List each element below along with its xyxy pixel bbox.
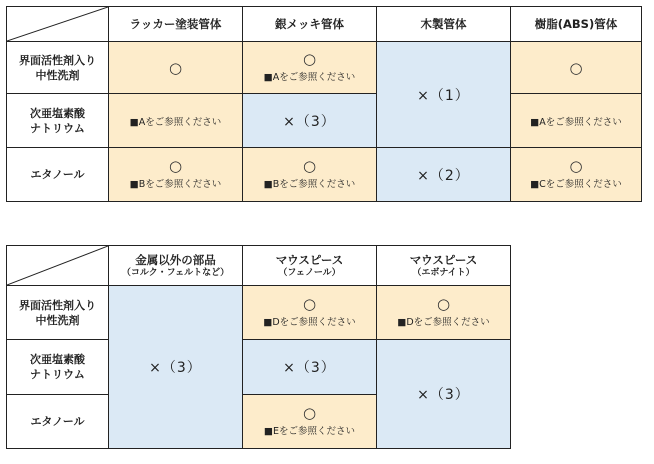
column-header: 銀メッキ管体 [243,7,377,42]
table-cell [511,148,642,202]
column-header [109,246,243,286]
table-cell [243,340,377,395]
table-cell [243,148,377,202]
ok-mark: ○ [569,157,583,175]
row-header-line: 次亜塩素酸 [30,353,85,366]
ok-mark: ○ [436,295,451,313]
row-header-line: 次亜塩素酸 [30,106,85,120]
row-header-line: ナトリウム [30,368,85,381]
ng-mark: ×（3） [283,113,336,130]
table-cell [377,340,511,449]
row-header-line: ナトリウム [30,121,85,135]
table-cell [511,42,642,94]
compatibility-table-body-materials [6,6,642,202]
column-header-main: 金属以外の部品 [135,252,216,267]
ng-mark: ×（3） [417,387,470,403]
row-header [7,395,109,449]
table-cell [109,148,243,202]
table-cell [109,42,243,94]
ok-mark: ○ [302,295,317,313]
ok-mark: ○ [168,157,183,175]
row-header-line: 中性洗剤 [35,68,80,82]
table-cell [377,148,511,202]
row-header-line: 界面活性剤入り [19,298,96,312]
table-cell [377,42,511,148]
row-header [7,286,109,340]
corner-cell [7,246,109,286]
column-header: ラッカー塗装管体 [109,7,243,42]
column-header-main: マウスピース [275,252,344,267]
ng-mark: ×（3） [149,360,202,376]
row-header [7,94,109,148]
ng-mark: ×（3） [283,360,336,376]
ng-mark: ×（2） [417,167,470,184]
table-cell [243,42,377,94]
table-cell [243,286,377,340]
ok-mark: ○ [302,404,317,422]
column-header: 樹脂(ABS)管体 [511,7,642,42]
corner-cell [7,7,109,42]
reference-note: ■Bをご参照ください [129,179,222,190]
reference-note: ■Aをご参照ください [129,117,222,128]
reference-note: ■Cをご参照ください [530,179,622,190]
table-cell [243,395,377,449]
row-header-line: 界面活性剤入り [19,53,96,67]
row-header [7,42,109,94]
reference-note: ■Aをご参照ください [263,72,356,83]
ok-mark: ○ [569,58,583,77]
row-header-line: エタノール [30,415,85,428]
column-header-sub: （フェノール） [278,267,341,278]
ok-mark: ○ [302,157,317,175]
reference-note: ■Eをご参照ください [264,426,355,437]
column-header-main: マウスピース [409,252,478,267]
reference-note: ■Dをご参照ください [397,317,490,328]
row-header-line: 中性洗剤 [35,313,80,327]
ok-mark: ○ [168,58,183,77]
reference-note: ■Bをご参照ください [263,179,356,190]
compatibility-table-parts [6,245,511,449]
ng-mark: ×（1） [417,87,470,104]
column-header-sub: （エボナイト） [412,267,475,278]
row-header-line: エタノール [30,168,85,181]
reference-note: ■Dをご参照ください [263,317,356,328]
table-cell [243,94,377,148]
table-cell [109,94,243,148]
table-cell [377,286,511,340]
reference-note: ■Aをご参照ください [530,117,622,128]
column-header: 木製管体 [377,7,511,42]
column-header [377,246,511,286]
ok-mark: ○ [302,50,317,68]
row-header [7,148,109,202]
column-header [243,246,377,286]
table-cell [511,94,642,148]
table-cell [109,286,243,449]
row-header [7,340,109,395]
column-header-sub: （コルク・フェルトなど） [121,267,230,278]
